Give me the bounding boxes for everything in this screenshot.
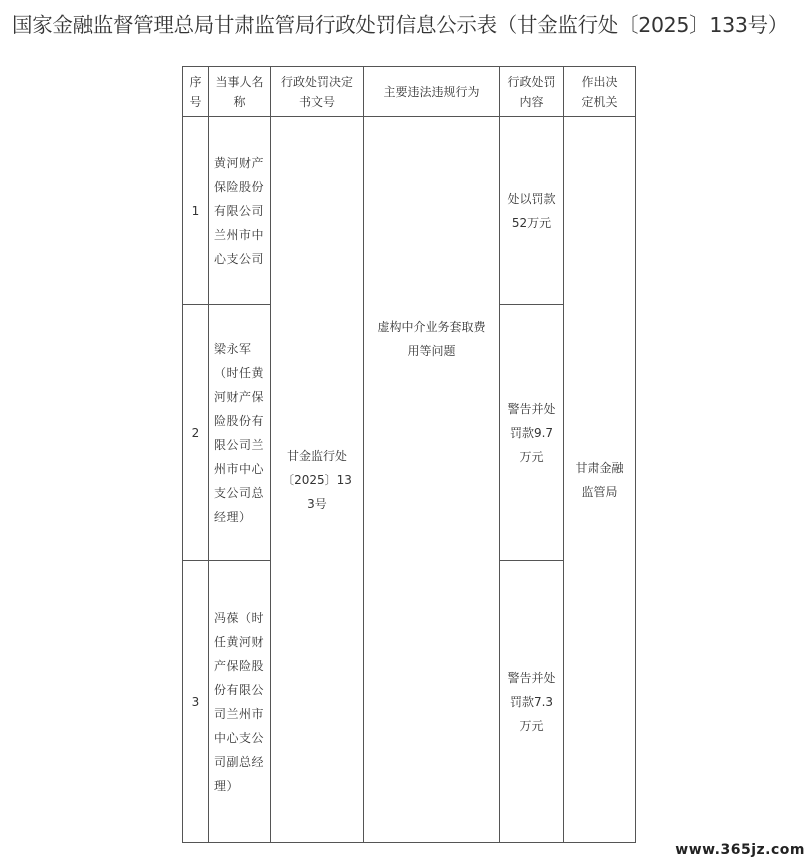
header-row bbox=[183, 67, 636, 117]
deciding-authority: 甘肃金融监管局 bbox=[564, 117, 636, 843]
header-index: 序号 bbox=[183, 67, 209, 117]
header-doc-no: 行政处罚决定书文号 bbox=[271, 67, 364, 117]
penalty-content: 警告并处罚款7.3万元 bbox=[500, 561, 564, 843]
violation-description bbox=[364, 117, 500, 843]
party-name: 梁永军（时任黄河财产保险股份有限公司兰州市中心支公司总经理） bbox=[209, 305, 271, 561]
penalty-content: 处以罚款52万元 bbox=[500, 117, 564, 305]
header-authority: 作出决定机关 bbox=[564, 67, 636, 117]
party-name: 黄河财产保险股份有限公司兰州市中心支公司 bbox=[209, 117, 271, 305]
row-index: 2 bbox=[183, 305, 209, 561]
party-name: 冯葆（时任黄河财产保险股份有限公司兰州市中心支公司副总经理） bbox=[209, 561, 271, 843]
row-index: 1 bbox=[183, 117, 209, 305]
site-watermark: www.365jz.com bbox=[675, 842, 805, 858]
penalty-content: 警告并处罚款9.7万元 bbox=[500, 305, 564, 561]
table-row bbox=[183, 117, 636, 305]
row-index: 3 bbox=[183, 561, 209, 843]
page-title: 国家金融监督管理总局甘肃监管局行政处罚信息公示表（甘金监行处〔2025〕133号） bbox=[12, 13, 788, 37]
header-penalty: 行政处罚内容 bbox=[500, 67, 564, 117]
decision-doc-number: 甘金监行处〔2025〕133号 bbox=[271, 117, 364, 843]
violation-text: 虚构中介业务套取费用等问题 bbox=[377, 320, 486, 358]
penalty-table bbox=[182, 66, 636, 843]
header-party: 当事人名称 bbox=[209, 67, 271, 117]
header-violation: 主要违法违规行为 bbox=[364, 67, 500, 117]
